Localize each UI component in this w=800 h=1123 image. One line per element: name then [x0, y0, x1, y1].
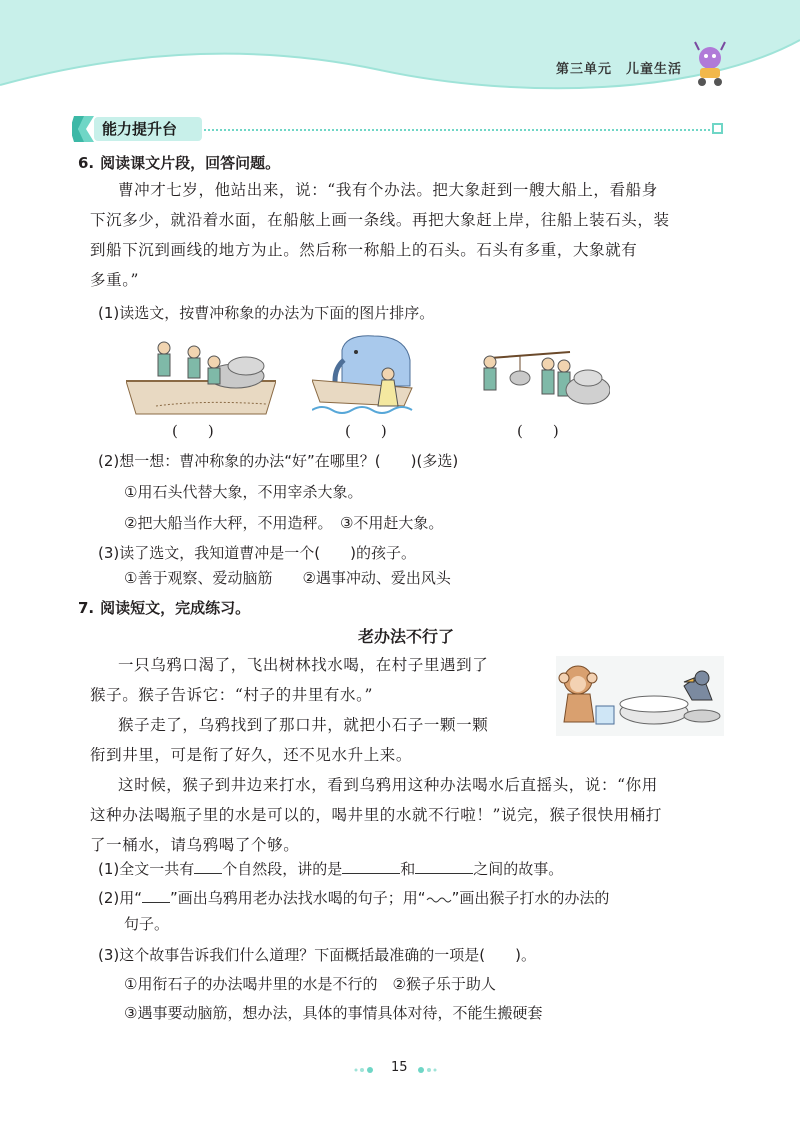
q7-sub1 — [98, 858, 563, 879]
question-number: 7. — [78, 599, 95, 617]
q7-sub2-text-b: ”画出乌鸦用老办法找水喝的句子；用“ — [170, 889, 426, 907]
picture-elephant-on-boat — [312, 330, 422, 416]
unit-label: 第三单元 儿童生活 — [556, 62, 683, 77]
picture-loading-stones — [126, 336, 276, 416]
q7-sub2-text-a: (2)用“ — [98, 889, 143, 907]
q6-sub1: (1)读选文，按曹冲称象的办法为下面的图片排序。 — [98, 304, 435, 322]
q6-passage-line-1: 曹冲才七岁，他站出来，说：“我有个办法。把大象赶到一艘大船上，看船身 — [118, 181, 658, 199]
character-2-blank[interactable] — [415, 859, 473, 874]
picture-monkey-and-crow — [556, 656, 724, 736]
q7-sub1-text-c: 和 — [400, 860, 416, 878]
straight-line-mark — [142, 888, 170, 903]
wavy-line-mark — [426, 894, 452, 904]
header-wave — [0, 0, 800, 110]
q6-passage-line-4: 多重。” — [90, 271, 140, 289]
q7-sub2-text-c: ”画出猴子打水的办法的 — [451, 889, 610, 907]
q7-sub3-options-1: ①用衔石子的办法喝井里的水是不行的 ②猴子乐于助人 — [124, 975, 496, 993]
picture-answer-blank-2[interactable]: ( ) — [345, 422, 387, 440]
q7-sub3-options-2: ③遇事要动脑筋，想办法，具体的事情具体对待，不能生搬硬套 — [124, 1004, 543, 1022]
question-6-heading — [78, 152, 280, 173]
story-title: 老办法不行了 — [358, 627, 455, 646]
section-title: 能力提升台 — [102, 120, 178, 138]
q7-sub1-text-b: 个自然段，讲的是 — [222, 860, 343, 878]
q6-passage-line-2: 下沉多少，就沿着水面，在船舷上画一条线。再把大象赶上岸，往船上装石头，装 — [90, 211, 670, 229]
section-end-marker — [712, 123, 723, 134]
q7-sub1-text-a: (1)全文一共有 — [98, 860, 195, 878]
q6-passage-line-3: 到船下沉到画线的地方为止。然后称一称船上的石头。石头有多重，大象就有 — [90, 241, 638, 259]
section-divider — [204, 129, 710, 131]
page-number: 15 — [391, 1060, 408, 1075]
story-para-3-line-3: 了一桶水，请乌鸦喝了个够。 — [90, 836, 300, 854]
question-prompt: 阅读课文片段，回答问题。 — [100, 154, 281, 172]
story-para-3-line-2: 这种办法喝瓶子里的水是可以的，喝井里的水就不行啦！”说完，猴子很快用桶打 — [90, 806, 663, 824]
story-para-1-line-2: 猴子。猴子告诉它：“村子的井里有水。” — [90, 686, 373, 704]
q6-sub2-option-1: ①用石头代替大象，不用宰杀大象。 — [124, 483, 363, 501]
q7-sub3: (3)这个故事告诉我们什么道理？下面概括最准确的一项是( )。 — [98, 946, 536, 964]
q6-sub3-options: ①善于观察、爱动脑筋 ②遇事冲动、爱出风头 — [124, 569, 451, 587]
mascot-illustration — [690, 40, 730, 88]
question-prompt: 阅读短文，完成练习。 — [100, 599, 251, 617]
picture-weighing-stones — [470, 338, 610, 418]
q7-sub2-line-2: 句子。 — [124, 915, 170, 933]
character-1-blank[interactable] — [342, 859, 400, 874]
q7-sub2 — [98, 887, 609, 908]
picture-answer-blank-1[interactable]: ( ) — [172, 422, 214, 440]
story-para-1-line-1: 一只乌鸦口渴了，飞出树林找水喝，在村子里遇到了 — [118, 656, 489, 674]
picture-answer-blank-3[interactable]: ( ) — [517, 422, 559, 440]
story-para-3-line-1: 这时候，猴子到井边来打水，看到乌鸦用这种办法喝水后直摇头，说：“你用 — [118, 776, 658, 794]
q6-sub2-option-2: ②把大船当作大秤，不用造秤。 ③不用赶大象。 — [124, 514, 444, 532]
q6-sub2: (2)想一想：曹冲称象的办法“好”在哪里？( )(多选) — [98, 452, 459, 470]
story-para-2-line-2: 衔到井里，可是衔了好久，还不见水升上来。 — [90, 746, 413, 764]
story-para-2-line-1: 猴子走了，乌鸦找到了那口井，就把小石子一颗一颗 — [118, 716, 489, 734]
q6-sub3: (3)读了选文，我知道曹冲是一个( )的孩子。 — [98, 544, 416, 562]
question-number: 6. — [78, 154, 95, 172]
paragraph-count-blank[interactable] — [194, 859, 222, 874]
q7-sub1-text-d: 之间的故事。 — [473, 860, 564, 878]
question-7-heading — [78, 597, 250, 618]
